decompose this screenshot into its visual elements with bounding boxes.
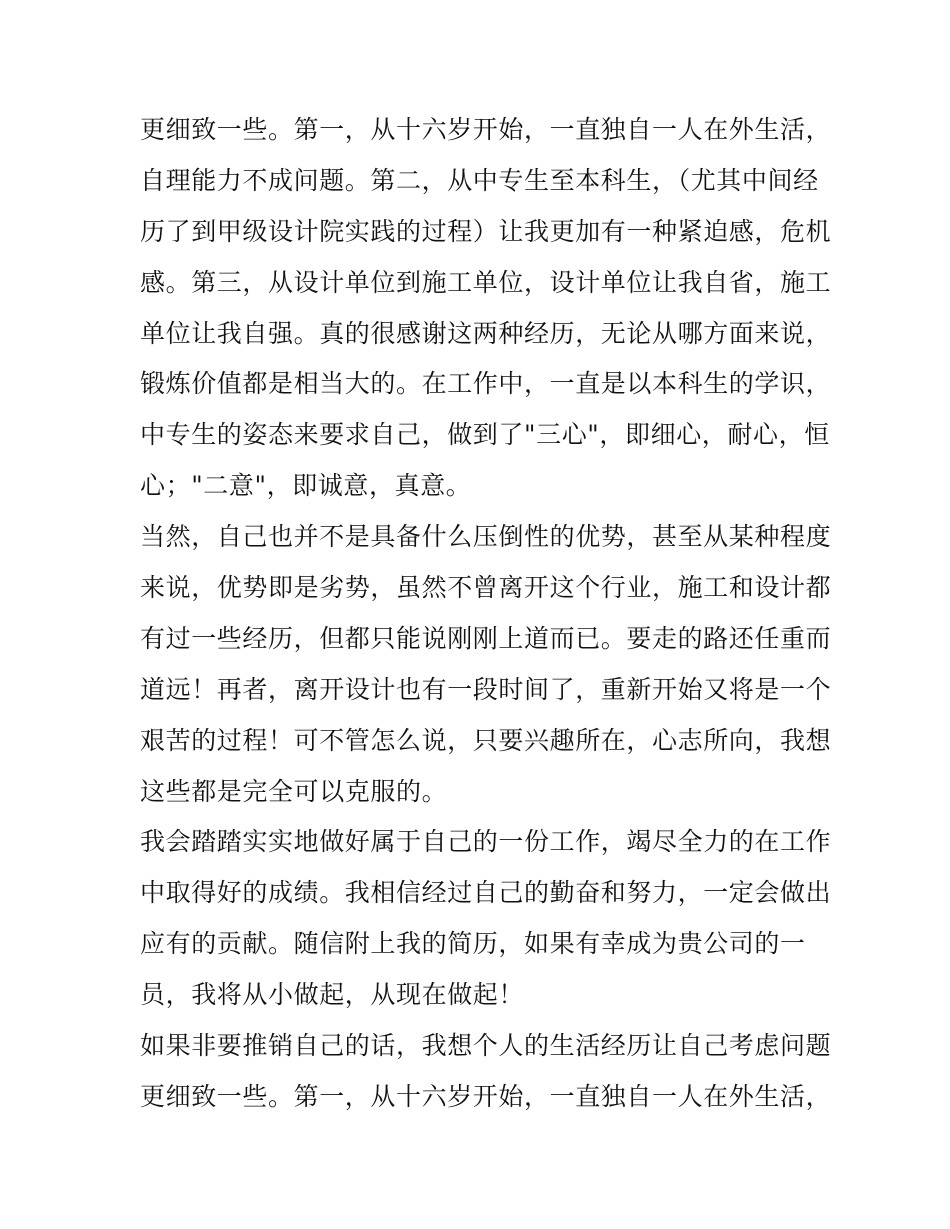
- text-line: 我会踏踏实实地做好属于自己的一份工作，竭尽全力的在工作: [140, 827, 832, 857]
- text-line: 道远！再者，离开设计也有一段时间了，重新开始又将是一个: [140, 674, 832, 704]
- text-line: 中取得好的成绩。我相信经过自己的勤奋和努力，一定会做出: [140, 878, 832, 908]
- text-line: 有过一些经历，但都只能说刚刚上道而已。要走的路还任重而: [140, 623, 832, 653]
- text-line: 更细致一些。第一，从十六岁开始，一直独自一人在外生活，: [140, 1081, 832, 1111]
- text-line: 艰苦的过程！可不管怎么说，只要兴趣所在，心志所向，我想: [140, 725, 832, 755]
- text-line: 单位让我自强。真的很感谢这两种经历，无论从哪方面来说，: [140, 318, 832, 348]
- text-line: 应有的贡献。随信附上我的简历，如果有幸成为贵公司的一: [140, 929, 806, 959]
- text-line: 锻炼价值都是相当大的。在工作中，一直是以本科生的学识，: [140, 369, 832, 399]
- text-line: 如果非要推销自己的话，我想个人的生活经历让自己考虑问题: [140, 1031, 832, 1061]
- text-line: 更细致一些。第一，从十六岁开始，一直独自一人在外生活，: [140, 115, 832, 144]
- text-line: 历了到甲级设计院实践的过程）让我更加有一种紧迫感，危机: [140, 216, 832, 246]
- text-line: 当然，自己也并不是具备什么压倒性的优势，甚至从某种程度: [140, 522, 832, 552]
- text-line: 心；"二意"，即诚意，真意。: [140, 471, 472, 501]
- text-line: 来说，优势即是劣势，虽然不曾离开这个行业，施工和设计都: [140, 573, 832, 603]
- text-line: 员，我将从小做起，从现在做起！: [140, 980, 525, 1010]
- text-line: 自理能力不成问题。第二，从中专生至本科生，（尤其中间经: [140, 165, 819, 195]
- text-line: 这些都是完全可以克服的。: [140, 776, 448, 806]
- text-line: 感。第三，从设计单位到施工单位，设计单位让我自省，施工: [140, 267, 832, 297]
- document-body: [140, 105, 832, 1123]
- text-line: 中专生的姿态来要求自己，做到了"三心"，即细心，耐心，恒: [140, 420, 830, 450]
